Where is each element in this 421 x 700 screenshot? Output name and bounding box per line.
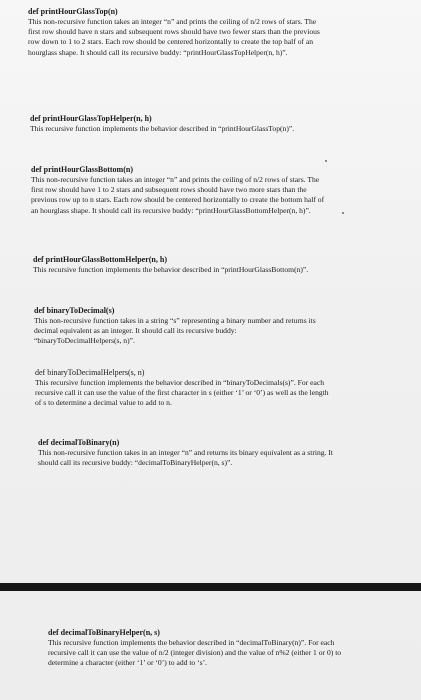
description-line: This recursive function implements the behavior described in “binaryToDecimals(s)”. For each bbox=[35, 378, 324, 387]
function-spec-print-hourglass-top-helper bbox=[30, 114, 421, 134]
description-line: of s to determine a decimal value to add to n. bbox=[35, 398, 172, 408]
function-description bbox=[48, 638, 421, 669]
stray-mark bbox=[325, 160, 327, 162]
description-line: recursive call it can use the value of the first character in s (either ‘1’ or ‘0’) as well as the length bbox=[35, 388, 329, 398]
function-spec-decimal-to-binary-helper bbox=[48, 628, 421, 669]
function-signature: def printHourGlassBottomHelper(n, h) bbox=[33, 255, 167, 264]
description-line: should call its recursive buddy: “decimalToBinaryHelper(n, s)”. bbox=[38, 458, 233, 468]
function-spec-binary-to-decimal bbox=[34, 306, 421, 347]
description-line: recursive call it can use the value of n/2 (integer division) and the value of n%2 (either 1 or 0) to bbox=[48, 648, 342, 658]
description-line: hourglass shape. It should call its recursive buddy: “printHourGlassTopHelper(n, h)”. bbox=[28, 47, 288, 57]
function-signature: def binaryToDecimal(s) bbox=[34, 306, 115, 315]
description-line: This non-recursive function takes in an integer “n” and returns its binary equivalent as a string. It bbox=[38, 448, 334, 457]
function-description bbox=[35, 378, 421, 409]
function-spec-print-hourglass-bottom-helper bbox=[33, 255, 421, 275]
description-line: determine a character (either ‘1’ or ‘0’) to add to ‘s’. bbox=[48, 658, 208, 668]
function-signature: def binaryToDecimalHelpers(s, n) bbox=[35, 368, 145, 377]
function-signature: def decimalToBinaryHelper(n, s) bbox=[48, 628, 160, 637]
description-line: This non-recursive function takes an integer “n” and prints the ceiling of n/2 rows of stars. The bbox=[31, 175, 320, 184]
function-spec-decimal-to-binary bbox=[38, 438, 421, 468]
description-line: an hourglass shape. It should call its recursive buddy: “printHourGlassBottomHelper(n, h)”. bbox=[31, 205, 311, 215]
function-spec-print-hourglass-bottom bbox=[31, 165, 421, 216]
description-line: This recursive function implements the behavior described in “printHourGlassTop(n)”. bbox=[30, 124, 295, 133]
function-description bbox=[33, 265, 421, 275]
description-line: This recursive function implements the behavior described in “decimalToBinary(n)”. For each bbox=[48, 638, 335, 647]
description-line: This non-recursive function takes an integer “n” and prints the ceiling of n/2 rows of stars. The bbox=[28, 17, 317, 26]
description-line: This non-recursive function takes in a string “s” representing a binary number and returns its bbox=[34, 316, 316, 325]
description-line: row down to 1 to 2 stars. Each row should be centered horizontally to create the top half of an bbox=[28, 37, 314, 47]
description-line: This recursive function implements the behavior described in “printHourGlassBottom(n)”. bbox=[33, 265, 309, 274]
function-description bbox=[28, 17, 421, 58]
description-line: first row should have 1 to 2 stars and subsequent rows should have two more stars than the bbox=[31, 185, 307, 195]
function-signature: def printHourGlassTop(n) bbox=[28, 7, 118, 16]
function-description bbox=[34, 316, 421, 347]
description-line: “binaryToDecimalHelpers(s, n)”. bbox=[34, 336, 135, 346]
function-description bbox=[31, 175, 421, 216]
description-line: first row should have n stars and subsequent rows should have two fewer stars than the previous bbox=[28, 27, 320, 37]
function-description bbox=[30, 124, 421, 134]
description-line: previous row up to n stars. Each row should be centered horizontally to create the bottom half of bbox=[31, 195, 325, 205]
function-signature: def decimalToBinary(n) bbox=[38, 438, 120, 447]
stray-mark bbox=[342, 212, 344, 214]
function-signature: def printHourGlassBottom(n) bbox=[31, 165, 133, 174]
function-spec-print-hourglass-top bbox=[28, 7, 421, 58]
function-description bbox=[38, 448, 421, 468]
function-spec-binary-to-decimal-helpers bbox=[35, 368, 421, 409]
description-line: decimal equivalent as an integer. It should call its recursive buddy: bbox=[34, 326, 237, 336]
function-signature: def printHourGlassTopHelper(n, h) bbox=[30, 114, 152, 123]
page-divider bbox=[0, 583, 421, 591]
